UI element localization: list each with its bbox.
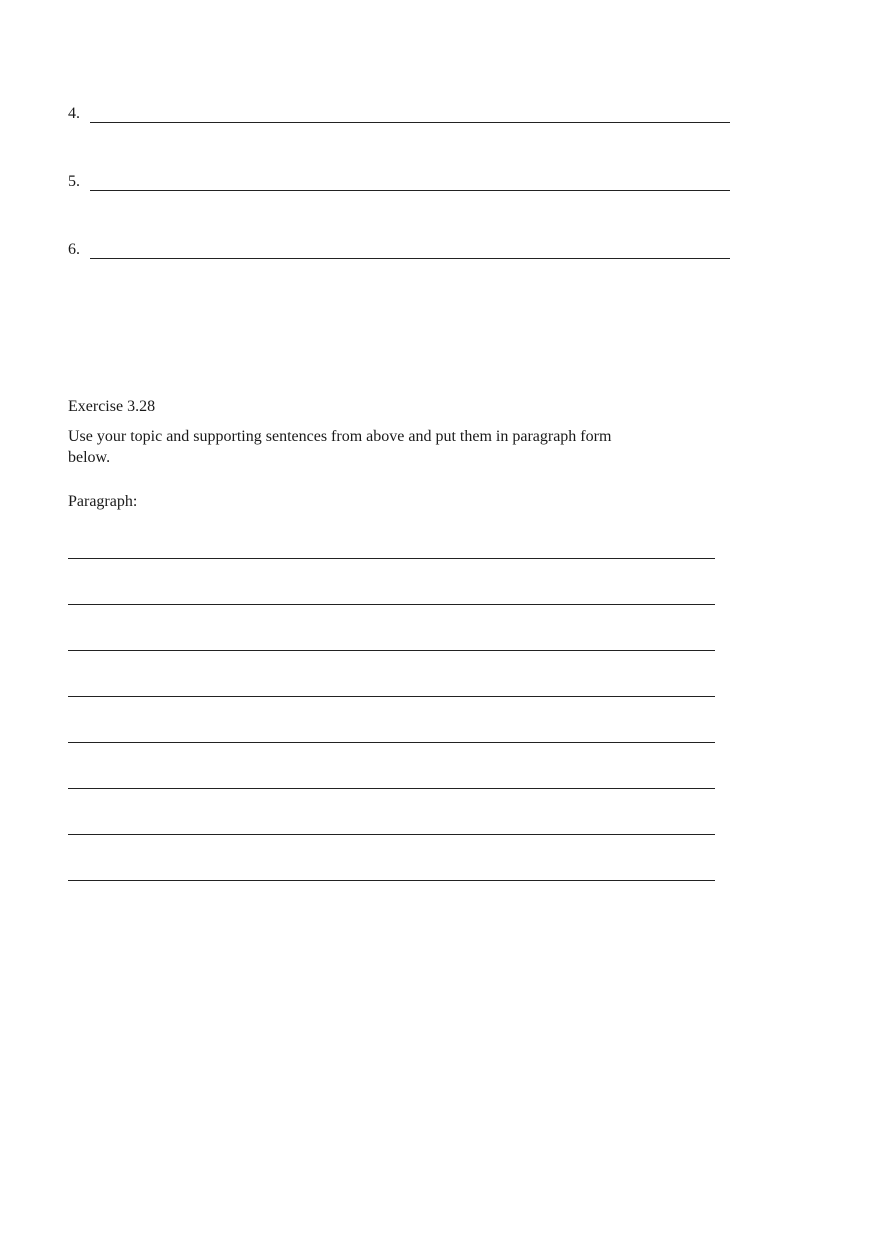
paragraph-writing-line[interactable] <box>68 558 715 559</box>
exercise-instructions: Use your topic and supporting sentences from above and put them in paragraph form below. <box>68 428 612 466</box>
paragraph-writing-line[interactable] <box>68 834 715 835</box>
paragraph-writing-line[interactable] <box>68 650 715 651</box>
paragraph-writing-line[interactable] <box>68 788 715 789</box>
line-number: 5. <box>68 173 80 190</box>
answer-blank[interactable] <box>90 122 730 123</box>
answer-blank[interactable] <box>90 190 730 191</box>
line-number: 4. <box>68 105 80 122</box>
exercise-title: Exercise 3.28 <box>68 398 156 415</box>
paragraph-writing-line[interactable] <box>68 880 715 881</box>
paragraph-writing-line[interactable] <box>68 604 715 605</box>
paragraph-writing-line[interactable] <box>68 696 715 697</box>
line-number: 6. <box>68 241 80 258</box>
paragraph-label: Paragraph: <box>68 493 138 510</box>
paragraph-writing-line[interactable] <box>68 742 715 743</box>
answer-blank[interactable] <box>90 258 730 259</box>
